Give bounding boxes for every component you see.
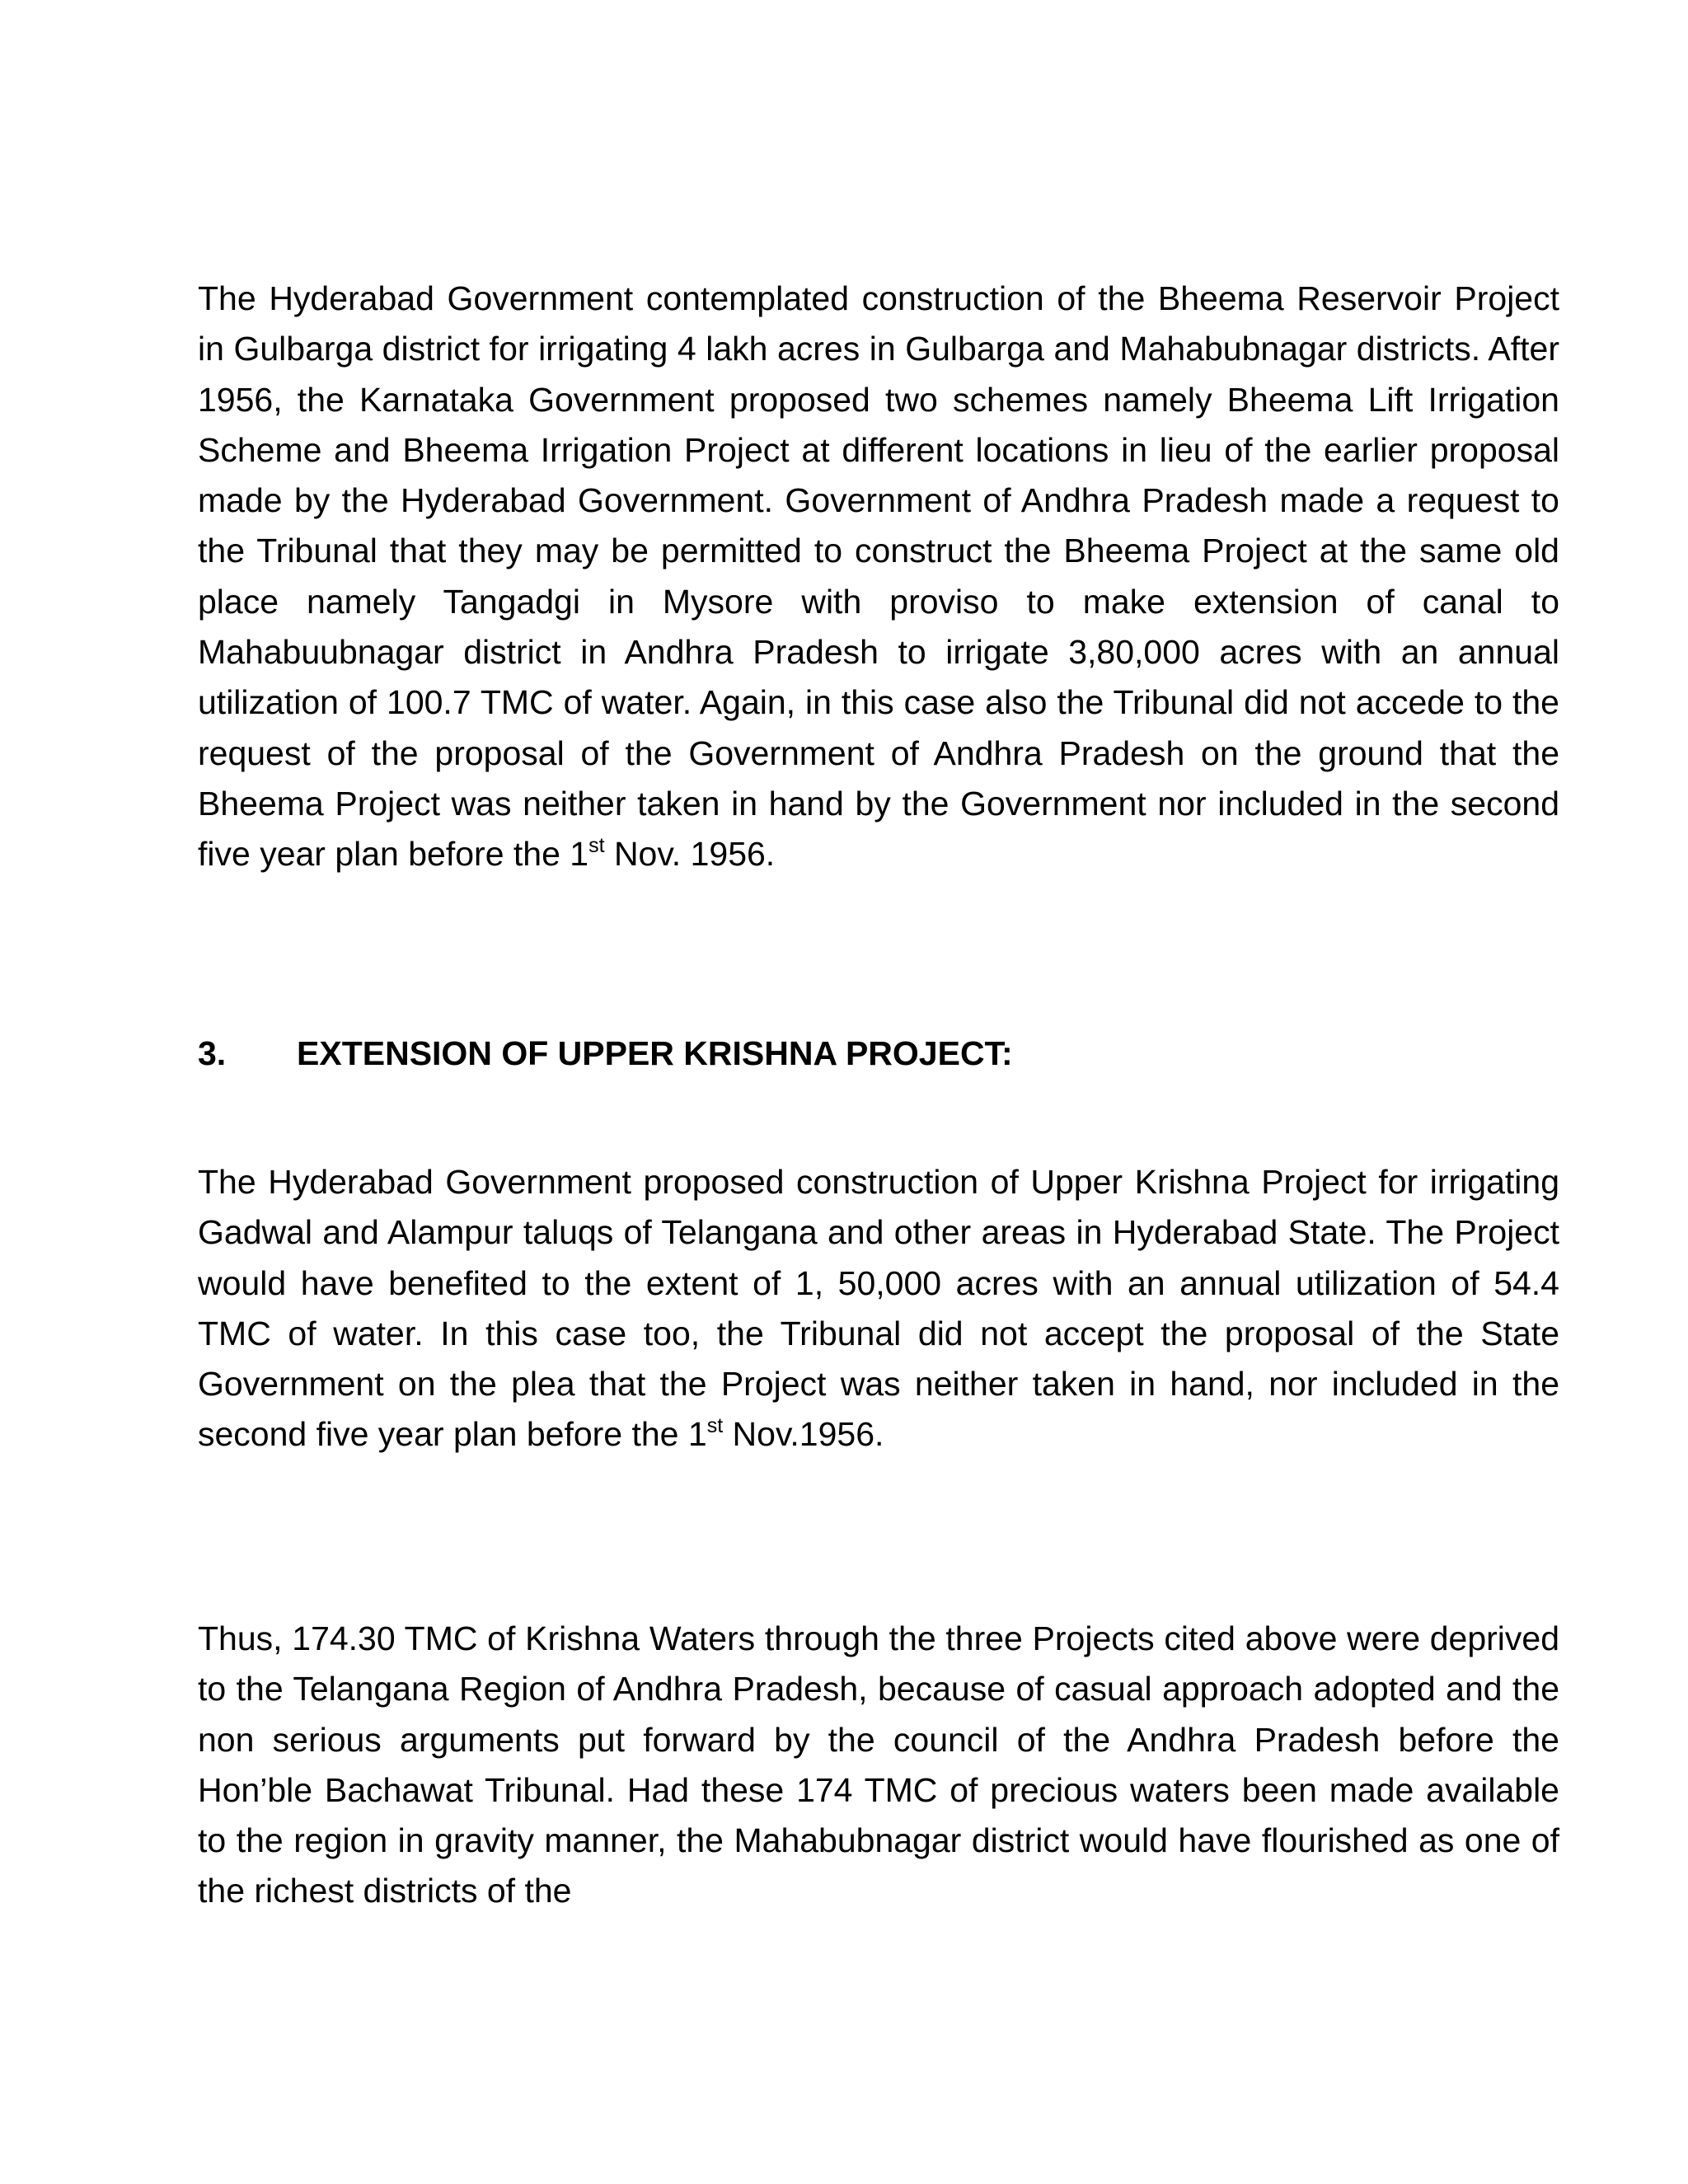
section-3-title: EXTENSION OF UPPER KRISHNA PROJECT: <box>297 1034 1013 1072</box>
paragraph-1-superscript: st <box>588 833 605 857</box>
section-3-heading <box>198 1029 1013 1079</box>
paragraph-1-tail: Nov. 1956. <box>604 835 776 874</box>
paragraph-2-superscript: st <box>706 1413 724 1437</box>
paragraph-1-text: The Hyderabad Government contemplated construction of the Bheema Reservoir Project in Gulbarga district for irrigating 4 lakh acres in Gulbarga and Mahabubnagar districts. After 1956, the Karnataka Government proposed two schemes namely Bheema Lift Irrigation Scheme and Bheema Irrigation Project at different locations in lieu of the earlier proposal made by the Hyderabad Government. Government of Andhra Pradesh made a request to the Tribunal that they may be permitted to construct the Bheema Project at the same old place namely Tangadgi in Mysore with proviso to make extension of canal to Mahabuubnagar district in Andhra Pradesh to irrigate 3,80,000 acres with an annual utilization of 100.7 TMC of water. Again, in this case also the Tribunal did not accede to the request of the proposal of the Government of Andhra Pradesh on the ground that the Bheema Project was neither taken in hand by the Government nor included in the second five year plan before the 1 <box>198 279 1559 874</box>
paragraph-upper-krishna-project <box>198 1157 1559 1460</box>
paragraph-2-text: The Hyderabad Government proposed construction of Upper Krishna Project for irrigating Gadwal and Alampur taluqs of Telangana and other areas in Hyderabad State. The Project would have benefited to the extent of 1, 50,000 acres with an annual utilization of 54.4 TMC of water. In this case too, the Tribunal did not accept the proposal of the State Government on the plea that the Project was neither taken in hand, nor included in the second five year plan before the 1 <box>198 1163 1559 1454</box>
paragraph-2-tail: Nov.1956. <box>723 1415 884 1454</box>
section-3-number: 3. <box>198 1034 227 1072</box>
paragraph-3-text: Thus, 174.30 TMC of Krishna Waters through the three Projects cited above were deprived to the Telangana Region of Andhra Pradesh, because of casual approach adopted and the non serious arguments put forward by the council of the Andhra Pradesh before the Hon’ble Bachawat Tribunal. Had these 174 TMC of precious waters been made available to the region in gravity manner, the Mahabubnagar district would have flourished as one of the richest districts of the <box>198 1619 1559 1910</box>
paragraph-krishna-waters-summary <box>198 1614 1559 1917</box>
paragraph-bheema-project <box>198 274 1559 880</box>
